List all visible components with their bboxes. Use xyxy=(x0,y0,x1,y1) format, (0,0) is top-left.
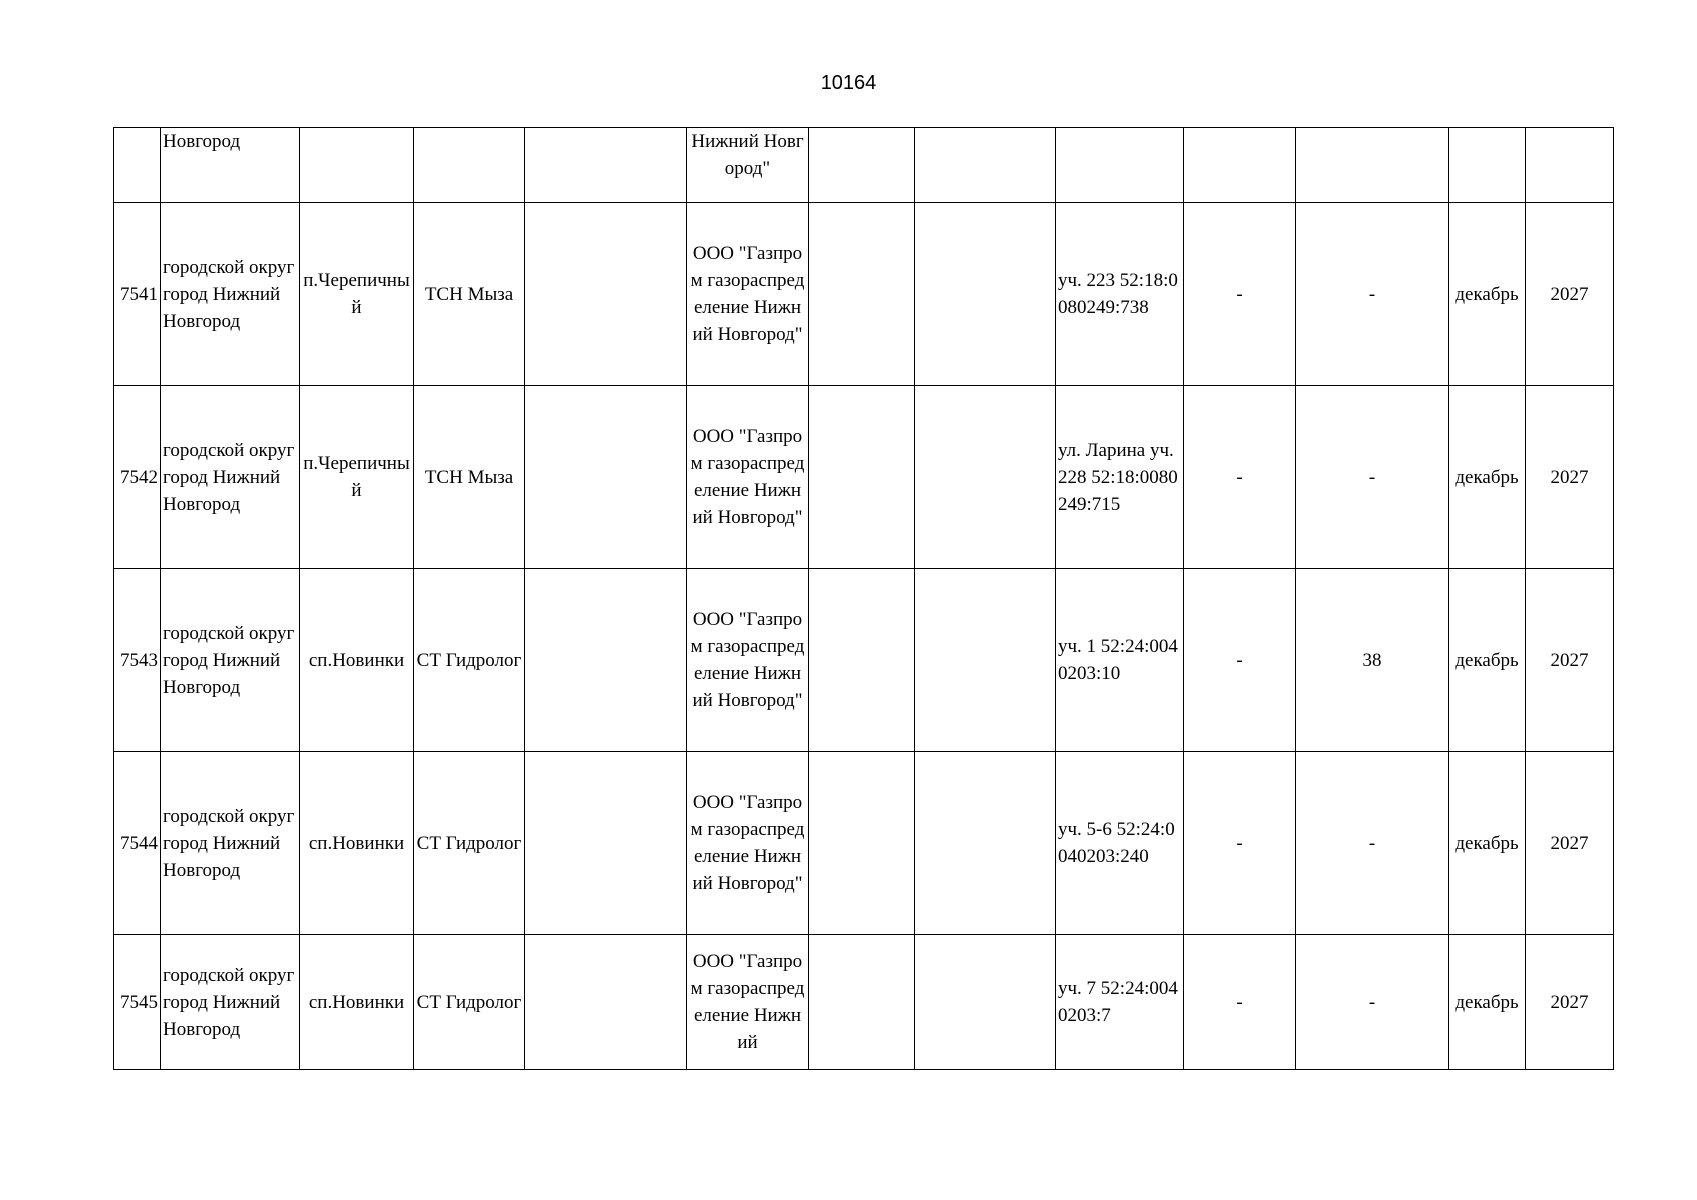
district-cell: городской округ город Нижний Новгород xyxy=(161,203,300,386)
settlement-cell: сп.Новинки xyxy=(300,752,414,935)
land-plot-cell: уч. 1 52:24:0040203:10 xyxy=(1056,569,1184,752)
year-cell: 2027 xyxy=(1526,935,1614,1070)
value-cell xyxy=(1184,128,1296,203)
settlement-cell xyxy=(300,128,414,203)
data-table xyxy=(113,127,1614,1070)
settlement-cell: п.Черепичный xyxy=(300,203,414,386)
organization-cell: ООО "Газпром газораспределение Нижний Новгород" xyxy=(687,752,809,935)
table-row xyxy=(114,935,1614,1070)
settlement-cell: п.Черепичный xyxy=(300,386,414,569)
district-cell: городской округ город Нижний Новгород xyxy=(161,569,300,752)
value-cell: - xyxy=(1296,203,1449,386)
row-number-cell: 7543 xyxy=(114,569,161,752)
month-cell: декабрь xyxy=(1449,752,1526,935)
blank-cell xyxy=(809,203,915,386)
value-cell: - xyxy=(1296,386,1449,569)
blank-cell xyxy=(915,935,1056,1070)
year-cell: 2027 xyxy=(1526,752,1614,935)
blank-cell xyxy=(525,569,687,752)
blank-cell xyxy=(915,128,1056,203)
land-plot-cell: уч. 223 52:18:0080249:738 xyxy=(1056,203,1184,386)
blank-cell xyxy=(525,386,687,569)
year-cell: 2027 xyxy=(1526,569,1614,752)
land-plot-cell: уч. 7 52:24:0040203:7 xyxy=(1056,935,1184,1070)
association-cell xyxy=(414,128,525,203)
land-plot-cell xyxy=(1056,128,1184,203)
month-cell: декабрь xyxy=(1449,569,1526,752)
year-cell: 2027 xyxy=(1526,203,1614,386)
value-cell: - xyxy=(1184,569,1296,752)
table-row xyxy=(114,752,1614,935)
year-cell xyxy=(1526,128,1614,203)
value-cell: - xyxy=(1184,386,1296,569)
table-row xyxy=(114,203,1614,386)
table-row xyxy=(114,386,1614,569)
organization-cell: ООО "Газпром газораспределение Нижний Новгород" xyxy=(687,386,809,569)
district-cell: городской округ город Нижний Новгород xyxy=(161,752,300,935)
organization-cell: ООО "Газпром газораспределение Нижний Новгород" xyxy=(687,203,809,386)
settlement-cell: сп.Новинки xyxy=(300,569,414,752)
row-number-cell xyxy=(114,128,161,203)
district-cell: городской округ город Нижний Новгород xyxy=(161,935,300,1070)
blank-cell xyxy=(915,752,1056,935)
association-cell: СТ Гидролог xyxy=(414,752,525,935)
blank-cell xyxy=(915,203,1056,386)
value-cell: - xyxy=(1296,935,1449,1070)
table-row xyxy=(114,569,1614,752)
row-number-cell: 7541 xyxy=(114,203,161,386)
organization-cell: ООО "Газпром газораспределение Нижний xyxy=(687,935,809,1070)
month-cell: декабрь xyxy=(1449,203,1526,386)
row-number-cell: 7542 xyxy=(114,386,161,569)
value-cell xyxy=(1296,128,1449,203)
blank-cell xyxy=(915,386,1056,569)
value-cell: - xyxy=(1184,935,1296,1070)
table-row xyxy=(114,128,1614,203)
blank-cell xyxy=(809,386,915,569)
blank-cell xyxy=(525,128,687,203)
row-number-cell: 7544 xyxy=(114,752,161,935)
association-cell: ТСН Мыза xyxy=(414,386,525,569)
value-cell: - xyxy=(1184,752,1296,935)
blank-cell xyxy=(525,752,687,935)
value-cell: 38 xyxy=(1296,569,1449,752)
year-cell: 2027 xyxy=(1526,386,1614,569)
value-cell: - xyxy=(1184,203,1296,386)
page-number: 10164 xyxy=(820,72,877,94)
row-number-cell: 7545 xyxy=(114,935,161,1070)
blank-cell xyxy=(809,752,915,935)
table-body xyxy=(114,128,1614,1070)
association-cell: СТ Гидролог xyxy=(414,935,525,1070)
organization-cell: Нижний Новгород" xyxy=(687,128,809,203)
month-cell xyxy=(1449,128,1526,203)
land-plot-cell: ул. Ларина уч. 228 52:18:0080249:715 xyxy=(1056,386,1184,569)
month-cell: декабрь xyxy=(1449,386,1526,569)
organization-cell: ООО "Газпром газораспределение Нижний Новгород" xyxy=(687,569,809,752)
blank-cell xyxy=(809,569,915,752)
blank-cell xyxy=(809,935,915,1070)
blank-cell xyxy=(915,569,1056,752)
district-cell: городской округ город Нижний Новгород xyxy=(161,386,300,569)
month-cell: декабрь xyxy=(1449,935,1526,1070)
association-cell: СТ Гидролог xyxy=(414,569,525,752)
blank-cell xyxy=(809,128,915,203)
value-cell: - xyxy=(1296,752,1449,935)
settlement-cell: сп.Новинки xyxy=(300,935,414,1070)
district-cell: Новгород xyxy=(161,128,300,203)
blank-cell xyxy=(525,935,687,1070)
blank-cell xyxy=(525,203,687,386)
association-cell: ТСН Мыза xyxy=(414,203,525,386)
land-plot-cell: уч. 5-6 52:24:0040203:240 xyxy=(1056,752,1184,935)
